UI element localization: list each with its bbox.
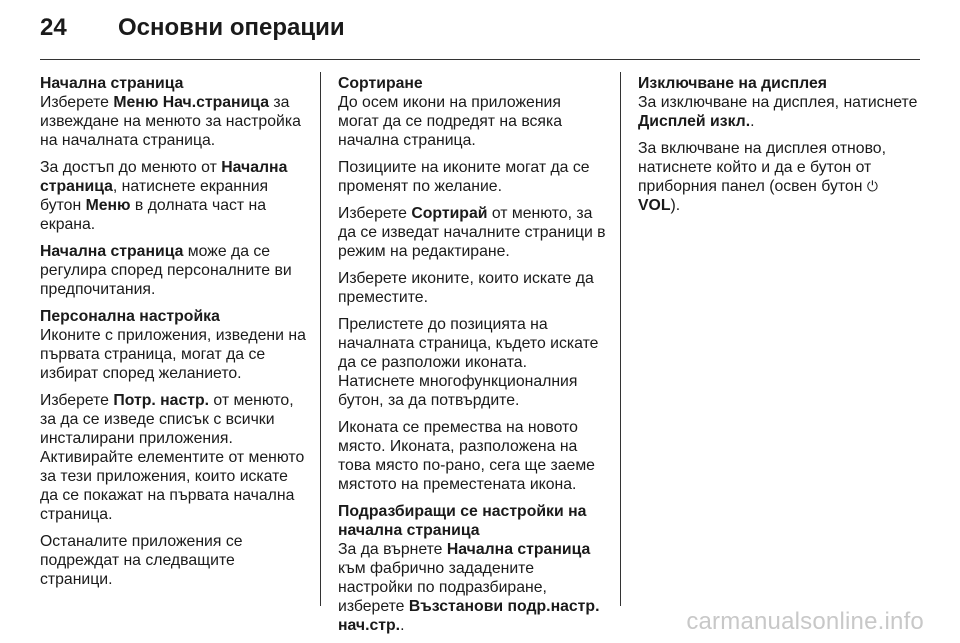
paragraph: Позициите на иконите могат да се променят по желание. <box>338 159 590 195</box>
column-1 <box>40 74 308 597</box>
column-divider-1 <box>320 72 321 606</box>
text: Прелистете до позицията на началната страница, където искате да се разположи иконата. <box>338 316 599 371</box>
paragraph <box>40 158 308 234</box>
column-2 <box>338 74 606 643</box>
section-heading-personal-setting: Персонална настройка <box>40 308 220 325</box>
text: Изберете <box>338 205 412 222</box>
text: Натиснете многофункционалния бутон, за да потвърдите. <box>338 373 578 409</box>
text: в долната част на екрана. <box>40 197 267 233</box>
power-icon: ⏻ <box>866 178 878 194</box>
menu-label: Начална страница <box>446 541 591 558</box>
menu-label: Меню <box>85 197 131 214</box>
paragraph: Иконите с приложения, изведени на първата страница, могат да се избират според желанието. <box>40 327 306 382</box>
section-heading-sorting: Сортиране <box>338 75 423 92</box>
text: Изберете <box>40 94 114 111</box>
section-heading-display-off: Изключване на дисплея <box>638 75 828 92</box>
paragraph <box>338 540 606 635</box>
menu-label: Дисплей изкл. <box>638 113 751 130</box>
page-header <box>40 14 345 50</box>
column-divider-2 <box>620 72 621 606</box>
menu-label: Начална страница <box>40 243 184 260</box>
page-number: 24 <box>40 14 67 41</box>
paragraph: Останалите приложения се подреждат на следващите страници. <box>40 533 243 588</box>
menu-label: Начална страница <box>40 159 288 195</box>
paragraph <box>40 242 308 299</box>
text: от менюто, за да се изведат началните страници в режим на редактиране. <box>338 205 606 260</box>
text: може да се регулира според персоналните ви предпочитания. <box>40 243 292 298</box>
text: Активирайте елементите от менюто за тези приложения, които искате да се покажат на първата начална страница. <box>40 449 305 523</box>
text: , натиснете екранния бутон <box>40 178 269 214</box>
paragraph: До осем икони на приложения могат да се подредят на всяка начална страница. <box>338 94 563 149</box>
paragraph <box>638 139 918 215</box>
text: За да върнете <box>338 541 447 558</box>
watermark: carmanualsonline.info <box>686 608 924 635</box>
menu-label: Потр. настр. <box>113 392 210 409</box>
text: към фабрично зададените настройки по подразбиране, изберете <box>338 560 547 615</box>
text: За достъп до менюто от <box>40 159 222 176</box>
paragraph <box>338 204 606 261</box>
text: ). <box>670 197 681 214</box>
text: За включване на дисплея отново, натиснете който и да е бутон от приборния панел (освен бутон <box>638 140 886 195</box>
text: . <box>750 113 755 130</box>
text: Изберете <box>40 392 114 409</box>
menu-label: Сортирай <box>411 205 488 222</box>
column-3 <box>638 74 918 223</box>
paragraph: Изберете иконите, които искате да преместите. <box>338 270 594 306</box>
menu-label: Възстанови подр.настр. нач.стр. <box>338 598 600 634</box>
text: За изключване на дисплея, натиснете <box>638 94 918 111</box>
page-title: Основни операции <box>118 14 345 41</box>
paragraph <box>338 315 606 410</box>
paragraph: Иконата се премества на новото място. Иконата, разположена на това място по-рано, сега ще заеме мястото на преместената икона. <box>338 419 595 493</box>
button-label: VOL <box>638 197 671 214</box>
text: за извеждане на менюто за настройка на началната страница. <box>40 94 301 149</box>
text: . <box>400 617 405 634</box>
section-heading-home-page: Начална страница <box>40 75 184 92</box>
header-rule <box>40 59 920 60</box>
paragraph <box>638 93 918 131</box>
paragraph <box>40 93 308 150</box>
paragraph <box>40 391 308 524</box>
menu-label: Меню Нач.страница <box>113 94 269 111</box>
section-heading-default-settings: Подразбиращи се настройки на начална страница <box>338 503 587 539</box>
text: от менюто, за да се изведе списък с всички инсталирани приложения. <box>40 392 294 447</box>
